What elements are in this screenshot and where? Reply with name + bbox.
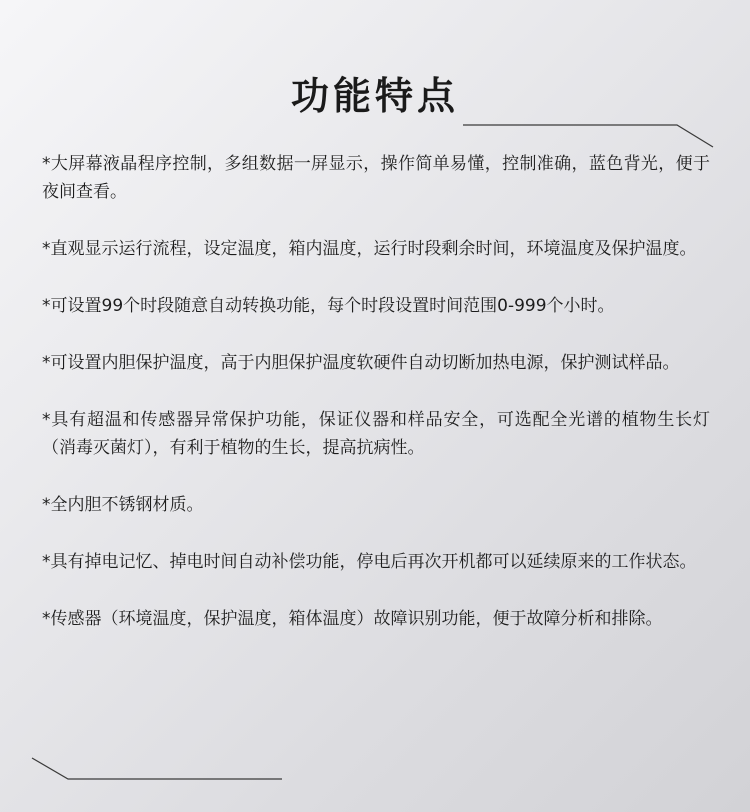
feature-item: *具有掉电记忆、掉电时间自动补偿功能，停电后再次开机都可以延续原来的工作状态。	[42, 552, 697, 572]
feature-item: *传感器（环境温度，保护温度，箱体温度）故障识别功能，便于故障分析和排除。	[42, 609, 663, 629]
feature-item: *具有超温和传感器异常保护功能，保证仪器和样品安全，可选配全光谱的植物生长灯（消毒灭菌灯），有利于植物的生长，提高抗病性。	[42, 410, 710, 458]
feature-item: *可设置99个时段随意自动转换功能，每个时段设置时间范围0-999个小时。	[42, 296, 615, 316]
feature-item: *大屏幕液晶程序控制，多组数据一屏显示，操作简单易懂，控制准确，蓝色背光，便于夜间查看。	[42, 154, 710, 202]
decorative-line-bottom	[28, 752, 288, 784]
decorative-line-top	[455, 118, 715, 150]
feature-item: *直观显示运行流程，设定温度，箱内温度，运行时段剩余时间，环境温度及保护温度。	[42, 239, 697, 259]
feature-item: *可设置内胆保护温度，高于内胆保护温度软硬件自动切断加热电源，保护测试样品。	[42, 353, 680, 373]
page-title: 功能特点	[290, 74, 459, 119]
feature-list	[42, 150, 710, 662]
feature-item: *全内胆不锈钢材质。	[42, 495, 204, 515]
